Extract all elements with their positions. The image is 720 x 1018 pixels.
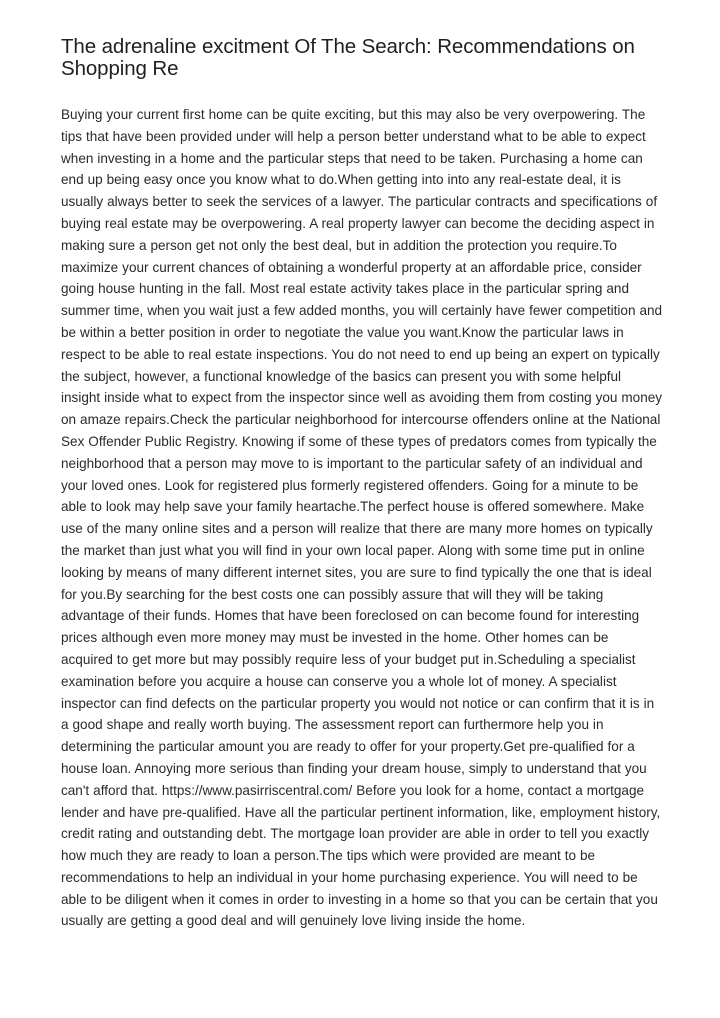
document-title: The adrenaline excitment Of The Search: Recommendations on Shopping Re [61, 35, 635, 80]
document-page [61, 0, 663, 932]
document-body-text: Buying your current first home can be quite exciting, but this may also be very overpowering. The tips that have been provided under will help a person better understand what to be able to expect when investing in a home and the particular steps that need to be taken. Purchasing a home can end up being easy once you know what to do.When getting into into any real-estate deal, it is usually always better to seek the services of a lawyer. The particular contracts and specifications of buying real estate may be overpowering. A real property lawyer can become the deciding aspect in making sure a person get not only the best deal, but in addition the protection you require.To maximize your current chances of obtaining a wonderful property at an affordable price, consider going house hunting in the fall. Most real estate activity takes place in the particular spring and summer time, when you wait just a few added months, you will certainly have fewer competition and be within a better position in order to negotiate the value you want.Know the particular laws in respect to be able to real estate inspections. You do not need to end up being an expert on typically the subject, however, a functional knowledge of the basics can present you with some helpful insight inside what to expect from the inspector since well as avoiding them from costing you money on amaze repairs.Check the particular neighborhood for intercourse offenders online at the National Sex Offender Public Registry. Knowing if some of these types of predators comes from typically the neighborhood that a person may move to is important to the particular safety of an individual and your loved ones. Look for registered plus formerly registered offenders. Going for a minute to be able to look may help save your family heartache.The perfect house is offered somewhere. Make use of the many online sites and a person will realize that there are many more homes on typically the market than just what you will find in your own local paper. Along with some time put in online looking by means of many different internet sites, you are sure to find typically the one that is ideal for you.By searching for the best costs one can possibly assure that will they will be taking advantage of their funds. Homes that have been foreclosed on can become found for interesting prices although even more money may must be invested in the home. Other homes can be acquired to get more but may possibly require less of your budget put in.Scheduling a specialist examination before you acquire a house can conserve you a whole lot of money. A specialist inspector can find defects on the particular property you would not notice or can confirm that it is in a good shape and really worth buying. The assessment report can furthermore help you in determining the particular amount you are ready to offer for your property.Get pre-qualified for a house loan. Annoying more serious than finding your dream house, simply to understand that you can't afford that. https://www.pasirriscentral.com/ Before you look for a home, contact a mortgage lender and have pre-qualified. Have all the particular pertinent information, like, employment history, credit rating and outstanding debt. The mortgage loan provider are able in order to tell you exactly how much they are ready to loan a person.The tips which were provided are meant to be recommendations to help an individual in your home purchasing experience. You will need to be able to be diligent when it comes in order to investing in a home so that you can be certain that you usually are getting a good deal and will genuinely love living inside the home. [61, 107, 663, 929]
